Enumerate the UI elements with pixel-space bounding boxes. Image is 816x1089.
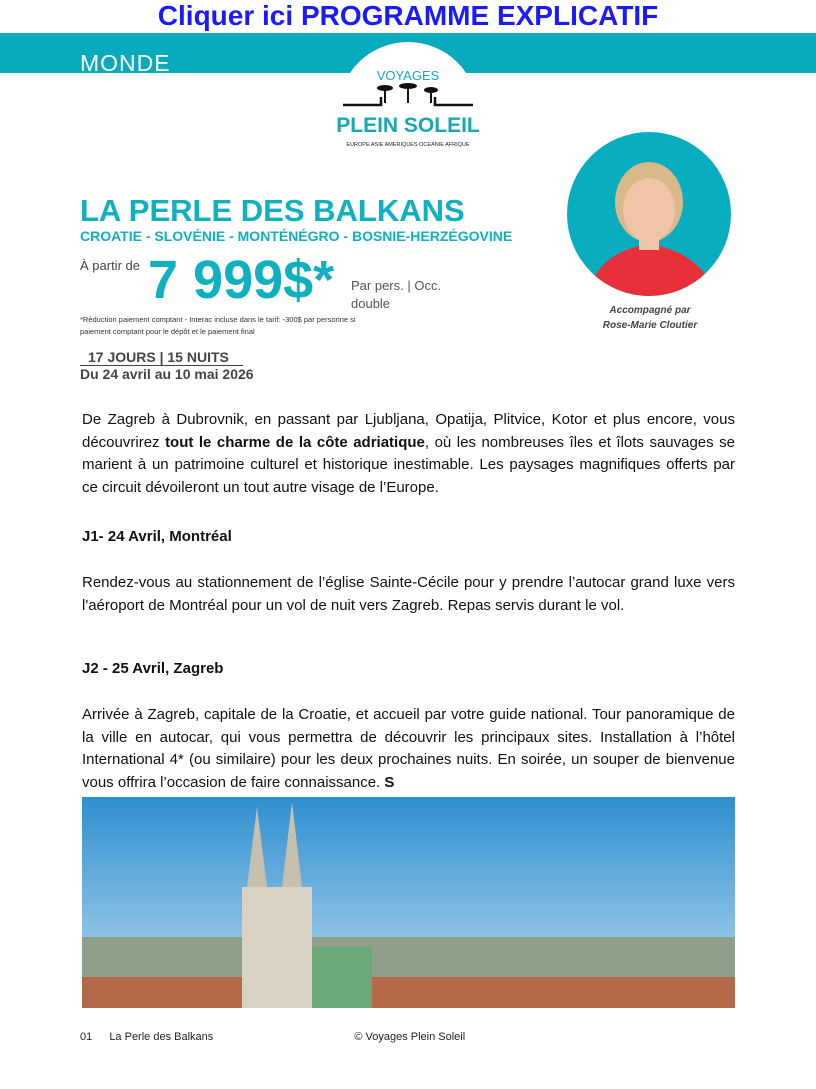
footer-title: La Perle des Balkans xyxy=(109,1031,214,1043)
footer xyxy=(80,1031,465,1043)
guide-caption xyxy=(580,303,720,333)
intro-text: De Zagreb à Dubrovnik, en passant par Ljubljana, Opatija, Plitvice, Kotor et plus encore, vous découvrirez xyxy=(82,411,735,451)
intro-bold: tout le charme de la côte adriatique xyxy=(165,433,425,451)
price-from-label: À partir de xyxy=(80,258,140,273)
price: 7 999$* xyxy=(148,250,335,310)
zagreb-photo xyxy=(82,797,735,1008)
logo-voyages: VOYAGES xyxy=(376,68,440,83)
price-unit: Par pers. | Occ. double xyxy=(351,278,442,311)
region-label: MONDE xyxy=(80,50,171,76)
duration: 17 JOURS | 15 NUITS xyxy=(80,349,243,366)
footer-copyright: © Voyages Plein Soleil xyxy=(354,1031,466,1043)
intro-text-end: , où les nombreuses îles et îlots sauvages se marient à un patrimoine culturel et historique inestimable. Les paysages magnifiques offerts par ce circuit dévoileront un tout autre visage de l’Europe. xyxy=(82,433,736,496)
day-2-title: J2 - 25 Avril, Zagreb xyxy=(82,660,224,677)
dates: Du 24 avril au 10 mai 2026 xyxy=(80,366,254,382)
day-2-suffix: S xyxy=(384,773,395,791)
page-number: 01 xyxy=(80,1031,93,1043)
price-note: *Réduction paiement comptant - Interac incluse dans le tarif: -300$ par personne si paiement comptant pour le dépôt et le paiement final xyxy=(80,315,356,336)
day-2-body: Arrivée à Zagreb, capitale de la Croatie, et accueil par votre guide national. Tour panoramique de la ville en autocar, qui vous permettra de découvrir les principaux sites. Installation à l’hôtel International 4* (ou similaire) pour les deux prochaines nuits. En soirée, un souper de bienvenue vous offrira l’occasion de faire connaissance. xyxy=(82,706,735,791)
day-2-text xyxy=(82,704,735,794)
tour-title: LA PERLE DES BALKANS xyxy=(80,193,465,228)
logo-plein-soleil: PLEIN SOLEIL xyxy=(336,114,480,137)
logo xyxy=(336,68,480,148)
logo-tagline: EUROPE ASIE AMERIQUES OCEANIE AFRIQUE xyxy=(346,142,470,148)
day-1-text: Rendez-vous au stationnement de l’église Sainte-Cécile pour y prendre l’autocar grand luxe vers l'aéroport de Montréal pour un vol de nuit vers Zagreb. Repas servis durant le vol. xyxy=(82,574,735,614)
guide-name: Rose-Marie Cloutier xyxy=(602,320,698,331)
palm-trees-icon xyxy=(341,83,475,107)
intro-paragraph xyxy=(82,409,735,499)
programme-link[interactable]: Cliquer ici PROGRAMME EXPLICATIF xyxy=(157,0,659,31)
guide-caption-line1: Accompagné par xyxy=(609,305,691,316)
guide-photo xyxy=(567,132,731,296)
day-1-title: J1- 24 Avril, Montréal xyxy=(82,528,232,545)
tour-countries: CROATIE - SLOVÉNIE - MONTÉNÉGRO - BOSNIE-HERZÉGOVINE xyxy=(80,228,513,244)
